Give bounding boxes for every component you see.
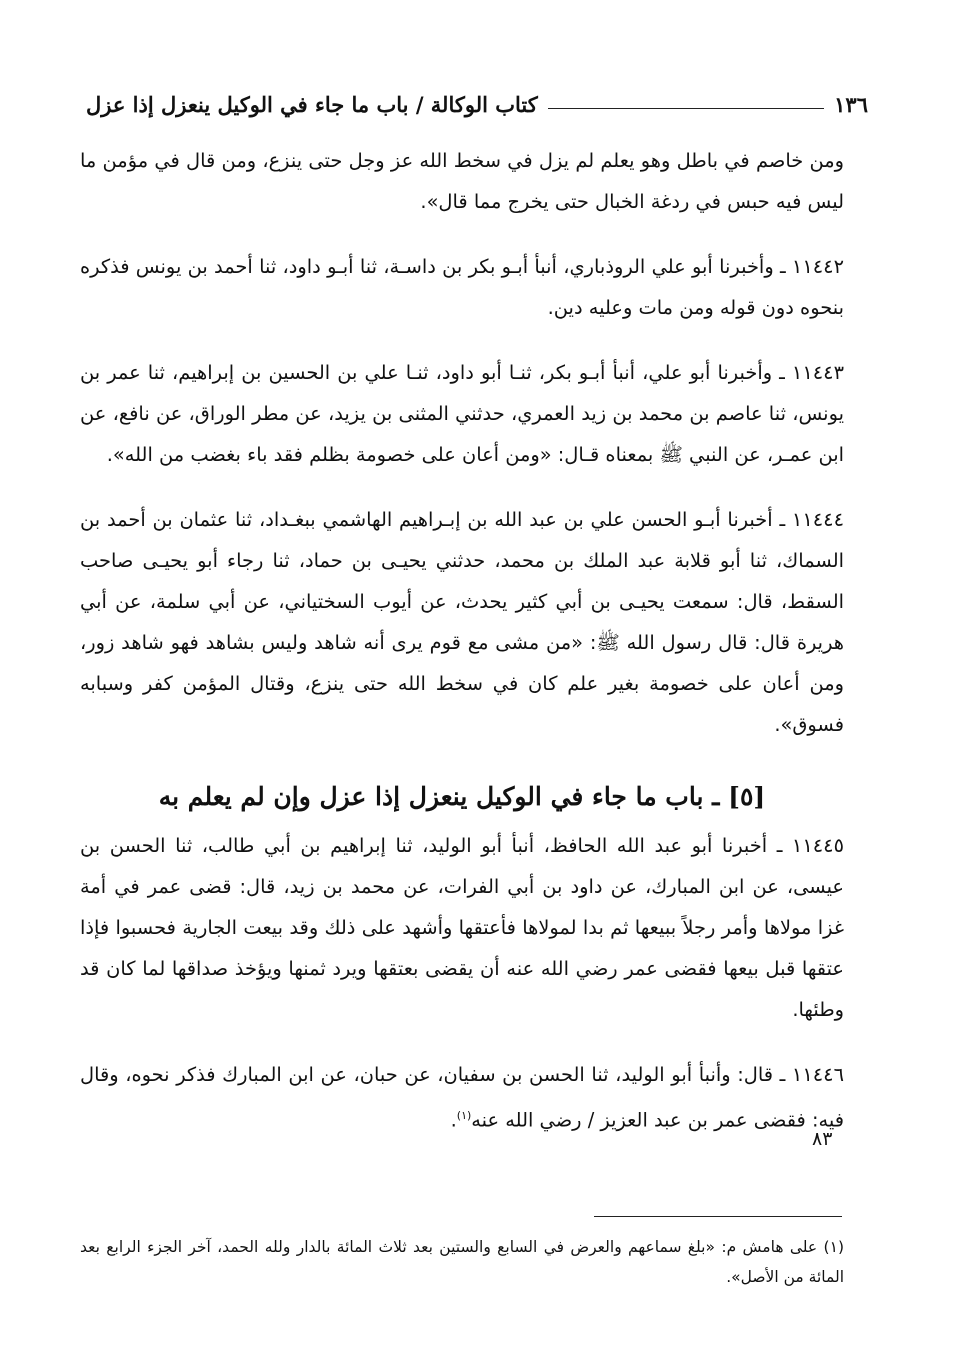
running-title: كتاب الوكالة / باب ما جاء في الوكيل ينعزل إذا عزل (86, 91, 538, 117)
hadith-11445: ١١٤٤٥ ـ أخبرنا أبو عبد الله الحافظ، أنبأ أبو الوليد، ثنا إبراهيم بن أبي طالب، ثنا الحسن بن عيسى، عن ابن المبارك، عن داود بن أبي الفرات، عن محمد بن زيد، قال: قضى عمر في أمة غزا مولاها وأمر رجلاً ببيعها ثم بدا لمولاها فأعتقها وأشهد على ذلك وقد بيعت الجارية فحسبوا فإذا عتقها قبل بيعها فقضى عمر رضي الله عنه أن يقضى بعتقها ويرد ثمنها ويؤخذ صداقها لما كان قد وطئها. (80, 834, 844, 1021)
main-text (80, 140, 844, 1140)
paragraph-continuation: ومن خاصم في باطل وهو يعلم لم يزل في سخط الله عز وجل حتى ينزع، ومن قال في مؤمن ما ليس فيه حبس في ردغة الخبال حتى يخرج مما قال». (80, 149, 844, 213)
hadith-11446-text: ١١٤٤٦ ـ قال: وأنبأ أبو الوليد، ثنا الحسن بن سفيان، عن حبان، عن ابن المبارك فذكر نحوه، وقال فيه: فقضى عمر بن عبد العزيز / رضي الله عنه (80, 1063, 844, 1132)
hadith-11444: ١١٤٤٤ ـ أخبرنا أبـو الحسن علي بن عبد الله بن إبـراهيم الهاشمي ببغـداد، ثنا عثمان بن أحمد بن السماك، ثنا أبو قلابة عبد الملك بن محمد، حدثني يحيـى بن حماد، ثنا رجاء أبو يحيـى صاحب السقط، قال: سمعت يحيـى بن أبي كثير يحدث، عن أيوب السختياني، عن أبي سلمة، عن أبي هريرة قال: قال رسول الله ﷺ: «من مشى مع قوم يرى أنه شاهد وليس بشاهد فهو شاهد زور، ومن أعان على خصومة بغير علم كان في سخط الله حتى ينزع، وقتال المؤمن كفر وسبابه فسوق». (80, 508, 844, 736)
footnote: (١) على هامش م: «بلغ سماعهم والعرض في السابع والستين بعد ثلاث المائة بالدار ولله الحمد، آخر الجزء الرابع بعد المائة من الأصل». (80, 1238, 844, 1286)
running-header (86, 86, 868, 122)
footnote-rule (594, 1216, 842, 1217)
hadith-11446: ١١٤٤٦ ـ قال: وأنبأ أبو الوليد، ثنا الحسن بن سفيان، عن حبان، عن ابن المبارك فذكر نحوه، وقال فيه: فقضى عمر بن عبد العزيز / رضي الله عنه$^{(١)}$. (80, 1063, 844, 1132)
header-rule (548, 108, 824, 109)
footnote-marker: (١) (456, 1109, 472, 1122)
hadith-11442: ١١٤٤٢ ـ وأخبرنا أبو علي الروذباري، أنبأ أبـو بكر بن داسـة، ثنا أبـو داود، ثنا أحمد بن يونس فذكره بنحوه دون قوله ومن مات وعليه دين. (80, 255, 844, 319)
section-heading: [٥] ـ باب ما جاء في الوكيل ينعزل إذا عزل وإن لم يعلم به (158, 782, 766, 811)
margin-page-reference: ٨٣ (812, 1128, 833, 1150)
hadith-11443: ١١٤٤٣ ـ وأخبرنا أبو علي، أنبأ أبـو بكر، ثنـا أبو داود، ثنـا علي بن الحسين بن إبراهيم، ثنا عمر بن يونس، ثنا عاصم بن محمد بن زيد العمري، حدثني المثنى بن يزيد، عن مطر الوراق، عن نافع، عن ابن عمـر، عن النبي ﷺ بمعناه قـال: «ومن أعان على خصومة بظلم فقد باء بغضب من الله». (80, 361, 844, 466)
page-number: ١٣٦ (834, 91, 868, 117)
